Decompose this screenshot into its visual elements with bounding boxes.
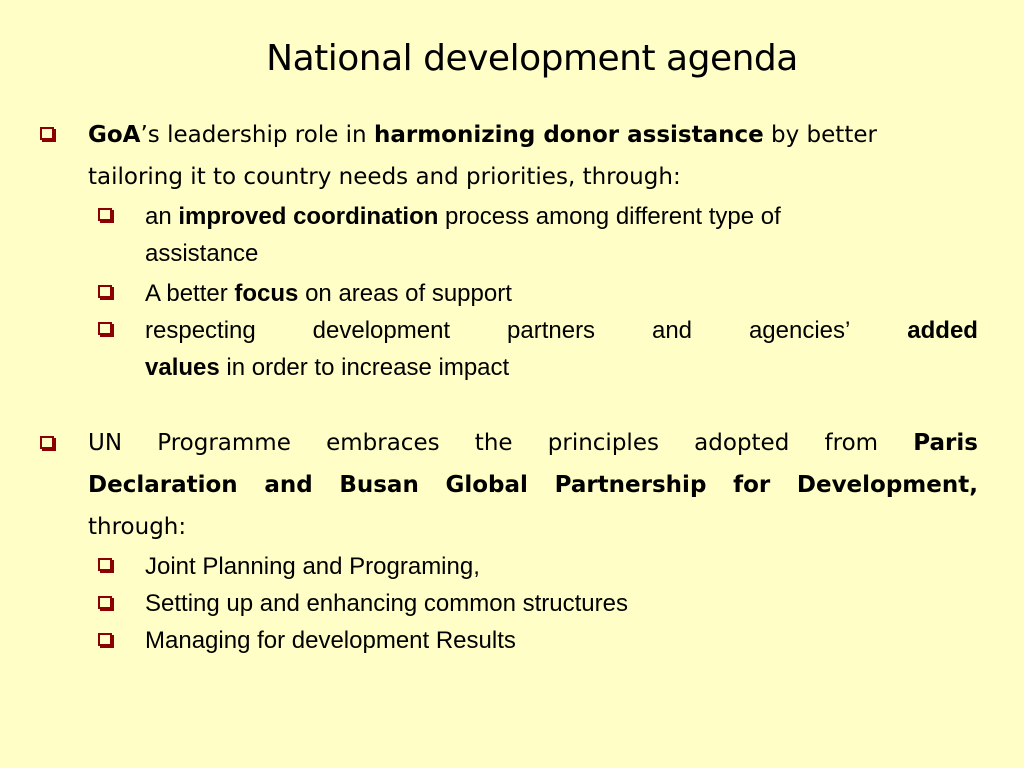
sub-2-1: Joint Planning and Programing, bbox=[145, 553, 480, 580]
sub-1-1-line-2: assistance bbox=[145, 240, 259, 267]
checkbox-bullet-icon bbox=[98, 596, 112, 609]
item-1-line-2: tailoring it to country needs and priorities, through: bbox=[88, 164, 681, 190]
checkbox-bullet-icon bbox=[40, 436, 54, 449]
checkbox-bullet-icon bbox=[98, 285, 112, 298]
sub-2-3: Managing for development Results bbox=[145, 627, 516, 654]
sub-1-2: A better focus on areas of support bbox=[145, 280, 512, 307]
item-2-line-3: through: bbox=[88, 514, 187, 540]
sub-1-1-line-1: an improved coordination process among different type of bbox=[145, 203, 781, 230]
item-1-line-1: GoA’s leadership role in harmonizing donor assistance by better bbox=[88, 122, 877, 148]
checkbox-bullet-icon bbox=[98, 208, 112, 221]
sub-2-2: Setting up and enhancing common structures bbox=[145, 590, 628, 617]
item-2-line-1: UN Programme embraces the principles adopted from Paris bbox=[88, 430, 978, 456]
checkbox-bullet-icon bbox=[40, 127, 54, 140]
goa-label: GoA bbox=[88, 122, 141, 148]
item-2-line-2: Declaration and Busan Global Partnership for Development, bbox=[88, 472, 978, 498]
checkbox-bullet-icon bbox=[98, 322, 112, 335]
sub-1-3-line-1: respecting development partners and agencies’ added bbox=[145, 317, 978, 344]
sub-1-3-line-2: values in order to increase impact bbox=[145, 354, 510, 381]
slide-title: National development agenda bbox=[266, 38, 798, 79]
checkbox-bullet-icon bbox=[98, 633, 112, 646]
checkbox-bullet-icon bbox=[98, 558, 112, 571]
